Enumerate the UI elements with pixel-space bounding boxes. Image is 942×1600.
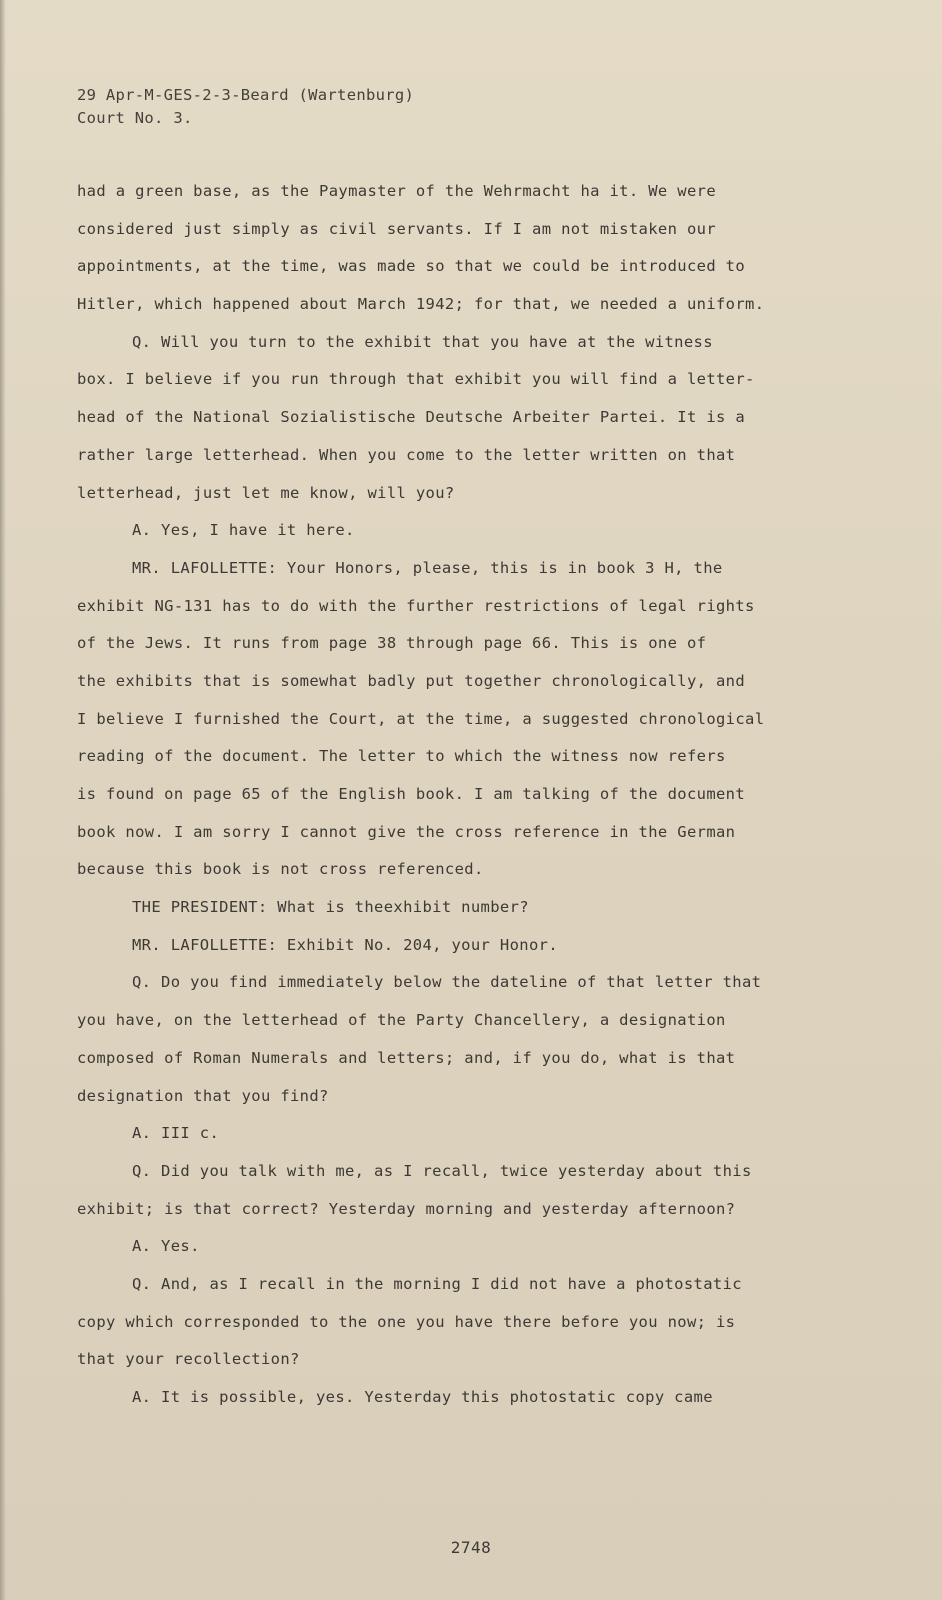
transcript-line: appointments, at the time, was made so that we could be introduced to: [77, 257, 746, 276]
transcript-line: had a green base, as the Paymaster of the Wehrmacht ha it. We were: [77, 182, 716, 200]
transcript-line: A. Yes, I have it here.: [132, 521, 355, 540]
header-court-line: Court No. 3.: [77, 109, 193, 127]
transcript-line: that your recollection?: [77, 1350, 300, 1369]
transcript-line: I believe I furnished the Court, at the time, a suggested chronological: [77, 709, 765, 728]
transcript-line: reading of the document. The letter to which the witness now refers: [77, 747, 726, 766]
transcript-line: is found on page 65 of the English book. I am talking of the document: [77, 785, 746, 803]
transcript-line: THE PRESIDENT: What is theexhibit number?: [132, 898, 529, 917]
page-edge-shadow: [0, 0, 6, 1600]
transcript-line: head of the National Sozialistische Deutsche Arbeiter Partei. It is a: [77, 408, 746, 427]
transcript-line: Q. And, as I recall in the morning I did not have a photostatic: [132, 1274, 742, 1293]
transcript-line: MR. LAFOLLETTE: Exhibit No. 204, your Honor.: [132, 935, 558, 954]
transcript-line: considered just simply as civil servants. If I am not mistaken our: [77, 219, 716, 238]
transcript-line: the exhibits that is somewhat badly put together chronologically, and: [77, 671, 746, 690]
transcript-line: Q. Do you find immediately below the dateline of that letter that: [132, 973, 762, 992]
transcript-line: designation that you find?: [77, 1086, 329, 1105]
document-header: [77, 84, 414, 130]
transcript-line: book now. I am sorry I cannot give the cross reference in the German: [77, 822, 736, 841]
transcript-line: A. It is possible, yes. Yesterday this photostatic copy came: [132, 1388, 713, 1406]
transcript-line: MR. LAFOLLETTE: Your Honors, please, this is in book 3 H, the: [132, 558, 723, 577]
transcript-line: because this book is not cross referenced.: [77, 860, 484, 879]
transcript-line: exhibit; is that correct? Yesterday morning and yesterday afternoon?: [77, 1199, 736, 1218]
transcript-line: of the Jews. It runs from page 38 through page 66. This is one of: [77, 634, 707, 653]
transcript-line: Q. Did you talk with me, as I recall, twice yesterday about this: [132, 1161, 752, 1180]
transcript-line: A. Yes.: [132, 1237, 200, 1256]
transcript-line: exhibit NG-131 has to do with the further restrictions of legal rights: [77, 596, 755, 615]
transcript-line: letterhead, just let me know, will you?: [77, 483, 455, 502]
transcript-line: A. III c.: [132, 1124, 220, 1143]
header-case-line: 29 Apr-M-GES-2-3-Beard (Wartenburg): [77, 86, 415, 104]
transcript-line: composed of Roman Numerals and letters; and, if you do, what is that: [77, 1048, 736, 1067]
transcript-line: box. I believe if you run through that exhibit you will find a letter-: [77, 370, 755, 389]
page-number: 2748: [450, 1538, 492, 1557]
transcript-line: you have, on the letterhead of the Party Chancellery, a designation: [77, 1011, 726, 1030]
transcript-line: Hitler, which happened about March 1942; for that, we needed a uniform.: [77, 295, 765, 314]
transcript-line: copy which corresponded to the one you have there before you now; is: [77, 1312, 736, 1331]
transcript-line: rather large letterhead. When you come to the letter written on that: [77, 445, 736, 464]
transcript-body: [77, 180, 817, 1424]
transcript-line: Q. Will you turn to the exhibit that you have at the witness: [132, 332, 713, 351]
